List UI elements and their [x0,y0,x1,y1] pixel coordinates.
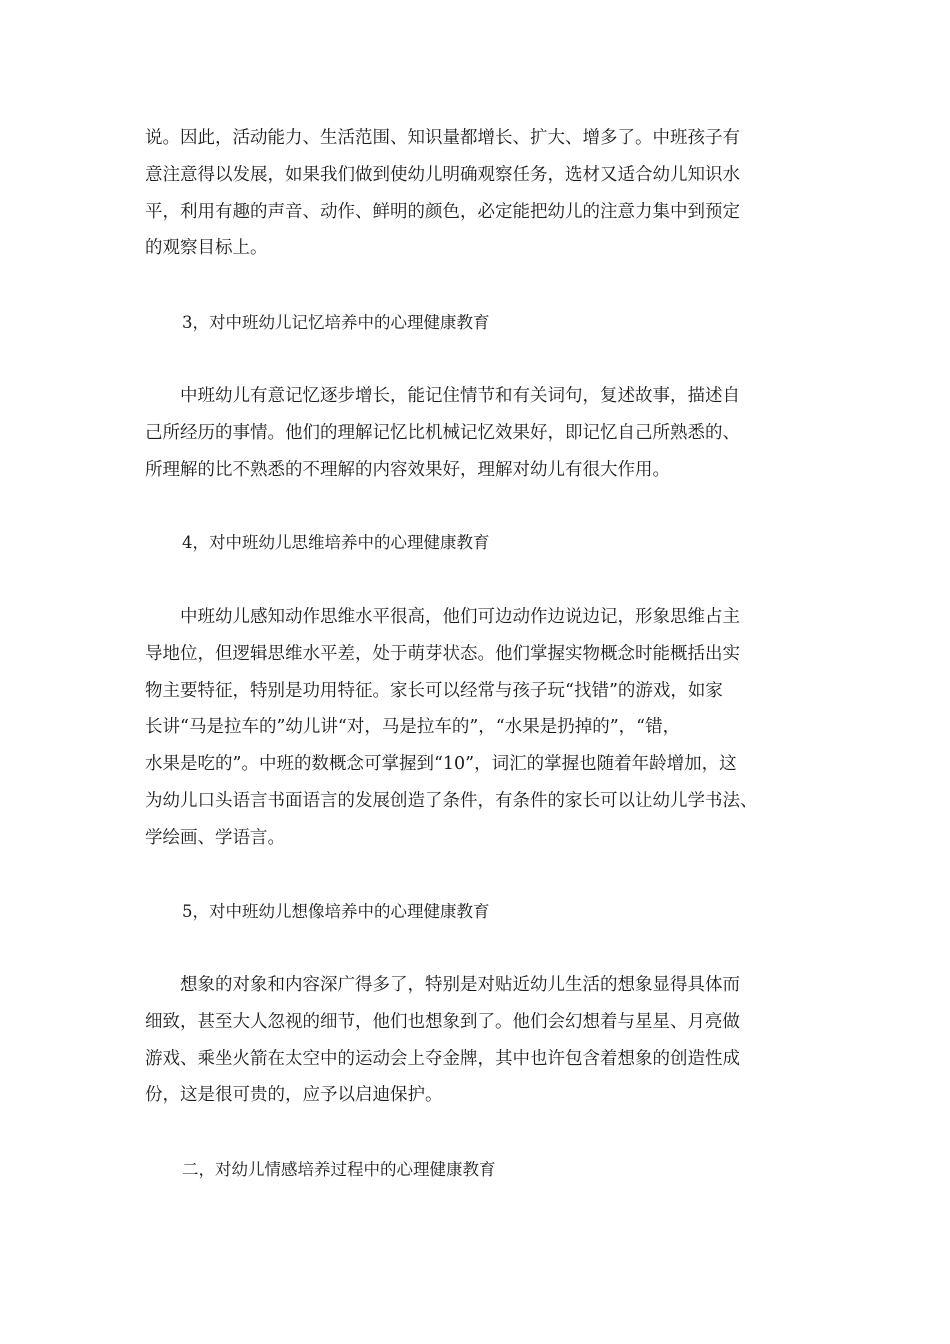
text-line: 游戏、乘坐火箭在太空中的运动会上夺金牌，其中也许包含着想象的创造性成 [145,1048,740,1069]
text-line: 己所经历的事情。他们的理解记忆比机械记忆效果好，即记忆自己所熟悉的、 [145,422,740,443]
text-line: 中班幼儿有意记忆逐步增长，能记住情节和有关词句，复述故事，描述自 [145,386,740,406]
text-line: 学绘画、学语言。 [145,827,285,848]
text-line: 水果是吃的”。中班的数概念可掌握到“10”，词汇的掌握也随着年龄增加，这 [145,754,737,775]
paragraph-memory [145,378,825,488]
text-line: 所理解的比不熟悉的不理解的内容效果好，理解对幼儿有很大作用。 [145,459,670,480]
text-line: 份，这是很可贵的，应予以启迪保护。 [145,1085,443,1106]
text-line: 中班幼儿感知动作思维水平很高，他们可边动作边说边记，形象思维占主 [145,607,740,627]
paragraph-attention [145,120,825,267]
text-line: 的观察目标上。 [145,238,268,259]
section-heading-imagination: 5，对中班幼儿想像培养中的心理健康教育 [182,902,490,921]
section-heading-memory: 3，对中班幼儿记忆培养中的心理健康教育 [182,313,490,332]
text-line: 说。因此，活动能力、生活范围、知识量都增长、扩大、增多了。中班孩子有 [145,128,740,148]
paragraph-thinking [145,599,825,857]
section-heading-thinking: 4，对中班幼儿思维培养中的心理健康教育 [182,533,490,552]
section-heading-emotion: 二，对幼儿情感培养过程中的心理健康教育 [182,1160,496,1179]
text-line: 细致，甚至大人忽视的细节，他们也想象到了。他们会幻想着与星星、月亮做 [145,1011,740,1032]
paragraph-imagination [145,967,825,1114]
text-line: 想象的对象和内容深广得多了，特别是对贴近幼儿生活的想象显得具体而 [145,975,740,995]
text-line: 物主要特征，特别是功用特征。家长可以经常与孩子玩“找错”的游戏，如家 [145,680,723,701]
text-line: 意注意得以发展，如果我们做到使幼儿明确观察任务，选材又适合幼儿知识水 [145,164,740,185]
text-line: 平，利用有趣的声音、动作、鲜明的颜色，必定能把幼儿的注意力集中到预定 [145,201,740,222]
text-line: 为幼儿口头语言书面语言的发展创造了条件，有条件的家长可以让幼儿学书法、 [145,790,758,811]
text-line: 导地位，但逻辑思维水平差，处于萌芽状态。他们掌握实物概念时能概括出实 [145,643,740,664]
text-line: 长讲“马是拉车的”幼儿讲“对，马是拉车的”，“水果是扔掉的”，“错， [145,717,681,738]
